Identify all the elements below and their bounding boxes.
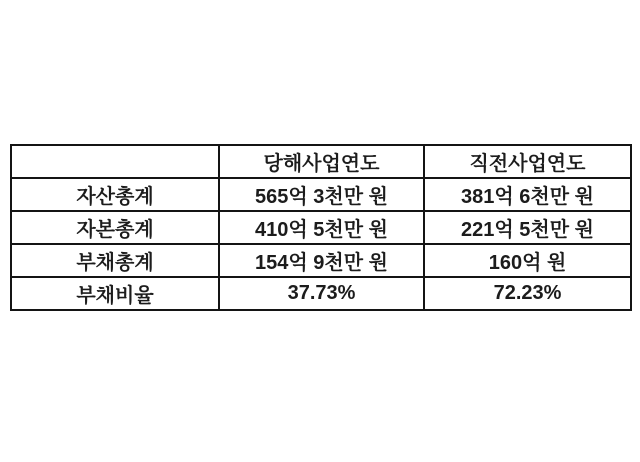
header-cell-empty [11, 145, 219, 178]
previous-year-value: 381억 6천만 원 [424, 178, 631, 211]
table-row-total-equity [11, 211, 631, 244]
current-year-value: 37.73% [219, 277, 424, 310]
row-label: 자본총계 [11, 211, 219, 244]
row-label: 자산총계 [11, 178, 219, 211]
previous-year-value: 72.23% [424, 277, 631, 310]
table-row-debt-ratio [11, 277, 631, 310]
previous-year-value: 160억 원 [424, 244, 631, 277]
financial-summary-table [10, 144, 632, 311]
current-year-value: 410억 5천만 원 [219, 211, 424, 244]
row-label: 부채총계 [11, 244, 219, 277]
table-row-total-liabilities [11, 244, 631, 277]
table-header-row [11, 145, 631, 178]
header-cell-previous-year: 직전사업연도 [424, 145, 631, 178]
table-row-total-assets [11, 178, 631, 211]
current-year-value: 565억 3천만 원 [219, 178, 424, 211]
header-cell-current-year: 당해사업연도 [219, 145, 424, 178]
current-year-value: 154억 9천만 원 [219, 244, 424, 277]
previous-year-value: 221억 5천만 원 [424, 211, 631, 244]
row-label: 부채비율 [11, 277, 219, 310]
